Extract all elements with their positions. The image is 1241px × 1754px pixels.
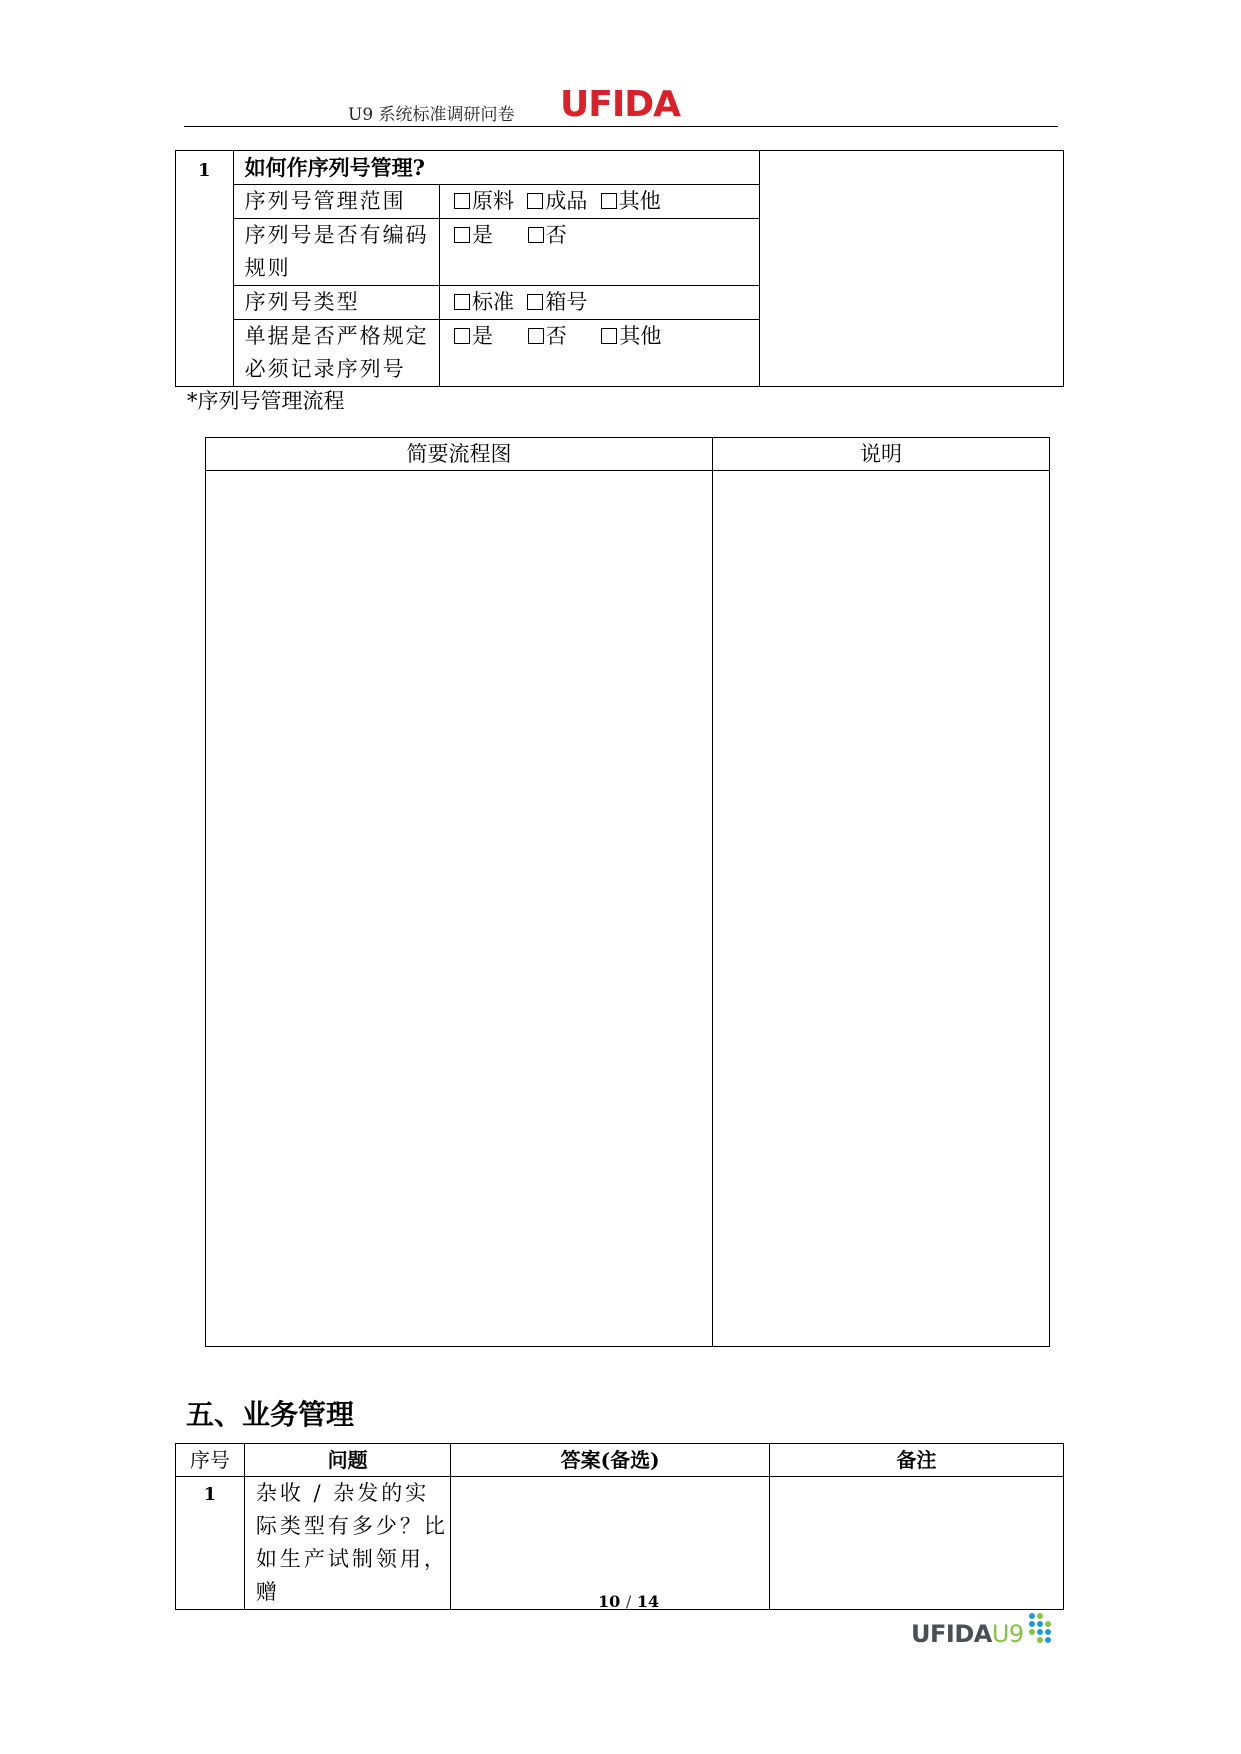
header-title: U9 系统标准调研问卷 [348, 105, 515, 125]
serial-flow-note: *序列号管理流程 [187, 389, 345, 413]
remarks-cell[interactable] [769, 1477, 1063, 1610]
row-number: 1 [176, 151, 234, 387]
answer-cell[interactable] [451, 1477, 769, 1610]
checkbox-icon[interactable] [528, 328, 544, 344]
flowchart-table [205, 437, 1050, 1347]
flowchart-cell[interactable] [206, 471, 713, 1347]
col-header-number: 序号 [176, 1444, 245, 1477]
flowchart-header: 简要流程图 [206, 438, 713, 471]
serial-type-label: 序列号类型 [233, 286, 439, 320]
checkbox-icon[interactable] [527, 193, 543, 209]
serial-scope-label: 序列号管理范围 [233, 185, 439, 219]
header-divider [184, 126, 1058, 127]
section-title: 五、业务管理 [186, 1398, 355, 1431]
option-yes[interactable]: 是 [454, 219, 493, 252]
checkbox-icon[interactable] [454, 227, 470, 243]
remarks-cell [759, 151, 1063, 387]
checkbox-icon[interactable] [601, 328, 617, 344]
option-no[interactable]: 否 [528, 320, 567, 353]
serial-number-table [175, 150, 1064, 387]
ufida-u9-logo: UFIDAU9 [911, 1620, 1024, 1648]
row-question: 杂收 / 杂发的实际类型有多少？比如生产试制领用，赠 [244, 1477, 451, 1610]
option-other[interactable]: 其他 [601, 185, 661, 218]
option-no[interactable]: 否 [528, 219, 567, 252]
option-yes[interactable]: 是 [454, 320, 493, 353]
checkbox-icon[interactable] [454, 294, 470, 310]
checkbox-icon[interactable] [601, 193, 617, 209]
serial-scope-options [440, 185, 760, 219]
option-finished-goods[interactable]: 成品 [527, 185, 587, 218]
mandatory-record-options [440, 320, 760, 387]
logo-dots-icon [1026, 1612, 1056, 1646]
page-number: 10 / 14 [598, 1592, 660, 1611]
checkbox-icon[interactable] [454, 193, 470, 209]
checkbox-icon[interactable] [528, 227, 544, 243]
coding-rule-options [440, 219, 760, 286]
question-title: 如何作序列号管理? [233, 151, 759, 185]
option-raw-material[interactable]: 原料 [454, 185, 514, 218]
row-number: 1 [176, 1477, 245, 1610]
description-cell[interactable] [713, 471, 1050, 1347]
option-standard[interactable]: 标准 [454, 286, 514, 319]
col-header-remarks: 备注 [769, 1444, 1063, 1477]
option-box-number[interactable]: 箱号 [527, 286, 587, 319]
col-header-answer: 答案(备选) [451, 1444, 769, 1477]
col-header-question: 问题 [244, 1444, 451, 1477]
mandatory-record-label: 单据是否严格规定必须记录序列号 [233, 320, 439, 387]
option-other[interactable]: 其他 [601, 320, 661, 353]
coding-rule-label: 序列号是否有编码规则 [233, 219, 439, 286]
checkbox-icon[interactable] [454, 328, 470, 344]
ufida-logo: UFIDA [560, 84, 680, 125]
description-header: 说明 [713, 438, 1050, 471]
checkbox-icon[interactable] [527, 294, 543, 310]
serial-type-options [440, 286, 760, 320]
business-management-table [175, 1443, 1064, 1610]
